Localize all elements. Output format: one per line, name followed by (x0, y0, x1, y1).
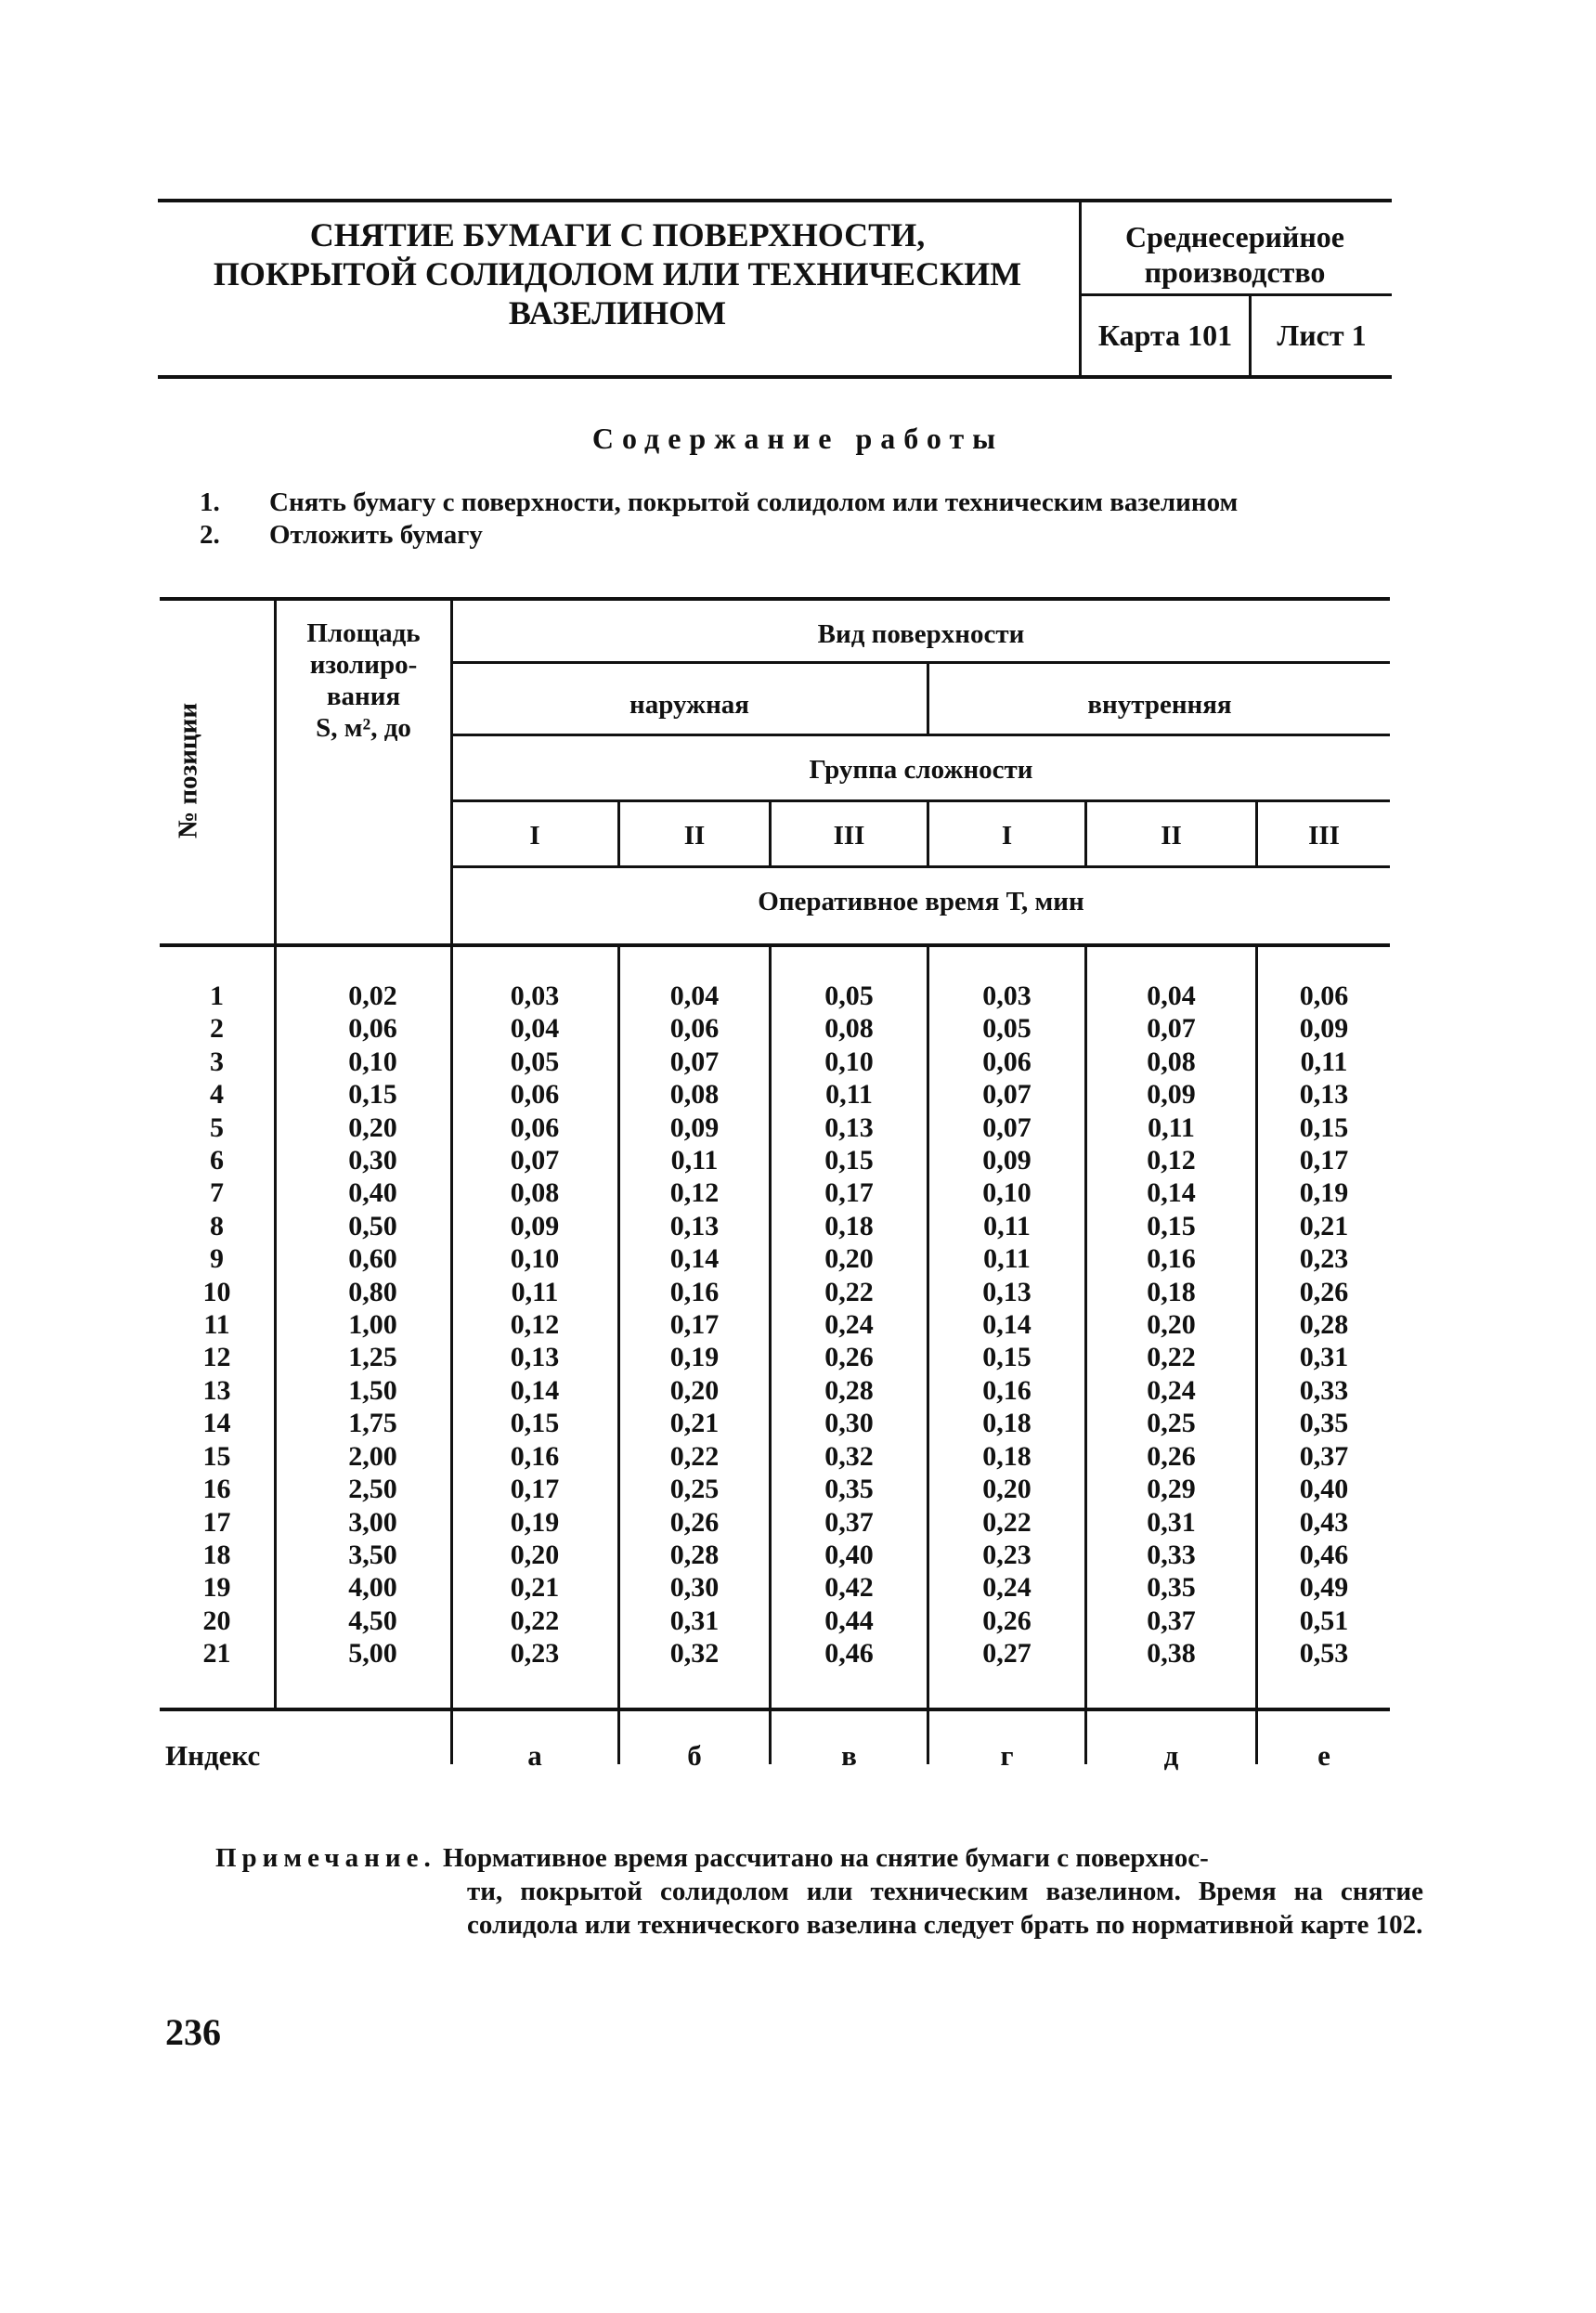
index-letter: д (1163, 1739, 1179, 1772)
area-cell: 1,75 (348, 1408, 397, 1439)
time-cell: 0,12 (669, 1177, 720, 1209)
time-cell: 0,46 (1299, 1539, 1349, 1570)
position-cell: 17 (202, 1506, 231, 1538)
time-cell: 0,13 (669, 1210, 720, 1241)
time-cell: 0,22 (669, 1440, 720, 1472)
position-column (160, 980, 274, 1670)
time-cell: 0,38 (1147, 1638, 1196, 1670)
document-title (158, 215, 1077, 332)
time-cell: 0,09 (982, 1145, 1032, 1176)
time-cell: 0,12 (510, 1309, 560, 1341)
time-cell: 0,19 (669, 1342, 720, 1373)
time-cell: 0,35 (1147, 1572, 1196, 1604)
time-cell: 0,17 (824, 1177, 874, 1209)
area-cell: 0,80 (348, 1276, 397, 1307)
time-cell: 0,08 (824, 1013, 874, 1045)
note-label: Примечание. (215, 1843, 436, 1873)
time-cell: 0,06 (982, 1046, 1032, 1077)
time-cell: 0,18 (824, 1210, 874, 1241)
time-column-inner-3 (1258, 980, 1390, 1670)
time-cell: 0,26 (1299, 1276, 1349, 1307)
time-cell: 0,25 (669, 1474, 720, 1505)
group-label: II (683, 821, 706, 851)
area-cell: 3,00 (348, 1506, 397, 1538)
time-cell: 0,21 (1299, 1210, 1349, 1241)
time-cell: 0,15 (982, 1342, 1032, 1373)
time-cell: 0,30 (824, 1408, 874, 1439)
time-cell: 0,11 (983, 1210, 1031, 1241)
time-cell: 0,28 (824, 1374, 874, 1406)
time-cell: 0,07 (669, 1046, 720, 1077)
task-text: Снять бумагу с поверхности, покрытой солидолом или техническим вазелином (269, 487, 1239, 517)
time-cell: 0,37 (1147, 1605, 1196, 1636)
table-vline-pos (274, 599, 277, 1710)
time-cell: 0,28 (1299, 1309, 1349, 1341)
time-cell: 0,05 (982, 1013, 1032, 1045)
time-cell: 0,10 (982, 1177, 1032, 1209)
area-cell: 1,25 (348, 1342, 397, 1373)
table-bottom-rule (160, 1708, 1390, 1711)
time-cell: 0,06 (510, 1111, 560, 1143)
time-cell: 0,18 (1147, 1276, 1196, 1307)
time-cell: 0,09 (1299, 1013, 1349, 1045)
time-cell: 0,19 (1299, 1177, 1349, 1209)
time-cell: 0,51 (1299, 1605, 1349, 1636)
table-header-bottom-rule (160, 943, 1390, 947)
time-column-inner-2 (1087, 980, 1255, 1670)
position-cell: 18 (202, 1539, 231, 1570)
position-cell: 14 (202, 1408, 231, 1439)
time-cell: 0,22 (982, 1506, 1032, 1538)
time-cell: 0,06 (510, 1079, 560, 1111)
index-letter: е (1317, 1739, 1330, 1772)
position-cell: 2 (210, 1013, 224, 1045)
rule-complexity (452, 799, 1390, 802)
time-cell: 0,13 (982, 1276, 1032, 1307)
time-cell: 0,22 (510, 1605, 560, 1636)
title-line-2: ПОКРЫТОЙ СОЛИДОЛОМ ИЛИ ТЕХНИЧЕСКИМ ВАЗЕЛИНОМ (213, 255, 1022, 331)
time-cell: 0,32 (824, 1440, 874, 1472)
time-cell: 0,17 (1299, 1145, 1349, 1176)
time-cell: 0,11 (1300, 1046, 1348, 1077)
position-cell: 10 (202, 1276, 231, 1307)
time-cell: 0,23 (982, 1539, 1032, 1570)
rule-surface (452, 661, 1390, 664)
time-cell: 0,27 (982, 1638, 1032, 1670)
time-cell: 0,14 (669, 1243, 720, 1275)
time-cell: 0,03 (510, 981, 560, 1011)
time-cell: 0,16 (982, 1374, 1032, 1406)
header-top-rule (158, 199, 1392, 202)
area-cell: 0,50 (348, 1210, 397, 1241)
time-cell: 0,42 (824, 1572, 874, 1604)
time-cell: 0,14 (510, 1374, 560, 1406)
time-cell: 0,06 (669, 1013, 720, 1045)
area-cell: 5,00 (348, 1638, 397, 1670)
time-cell: 0,37 (1299, 1440, 1349, 1472)
time-cell: 0,23 (510, 1638, 560, 1670)
time-cell: 0,24 (1147, 1374, 1196, 1406)
area-column (295, 980, 450, 1670)
area-header-line: S, м², до (316, 713, 411, 743)
position-cell: 12 (202, 1342, 231, 1373)
time-cell: 0,33 (1147, 1539, 1196, 1570)
time-cell: 0,20 (510, 1539, 560, 1570)
time-cell: 0,18 (982, 1440, 1032, 1472)
complexity-header: Группа сложности (809, 755, 1033, 785)
time-cell: 0,05 (510, 1046, 560, 1077)
time-cell: 0,15 (1299, 1111, 1349, 1143)
time-cell: 0,11 (511, 1276, 559, 1307)
area-cell: 0,10 (348, 1046, 397, 1077)
time-cell: 0,21 (510, 1572, 560, 1604)
area-cell: 2,00 (348, 1440, 397, 1472)
time-cell: 0,53 (1299, 1638, 1349, 1670)
area-cell: 4,50 (348, 1605, 397, 1636)
position-cell: 13 (202, 1374, 231, 1406)
area-header-line: изолиро- (309, 650, 418, 680)
note (215, 1841, 1423, 1942)
group-label: II (1161, 821, 1182, 851)
area-header (277, 617, 450, 744)
index-letter: а (527, 1739, 542, 1772)
area-cell: 0,02 (348, 981, 397, 1011)
time-cell: 0,07 (982, 1079, 1032, 1111)
time-column-outer-2 (620, 980, 769, 1670)
time-cell: 0,31 (669, 1605, 720, 1636)
position-cell: 20 (202, 1605, 231, 1636)
time-cell: 0,16 (510, 1440, 560, 1472)
task-number: 2. (200, 520, 220, 550)
time-cell: 0,15 (824, 1145, 874, 1176)
title-line-1: СНЯТИЕ БУМАГИ С ПОВЕРХНОСТИ, (309, 216, 926, 253)
time-cell: 0,14 (982, 1309, 1032, 1341)
time-cell: 0,30 (669, 1572, 720, 1604)
time-cell: 0,08 (1147, 1046, 1196, 1077)
time-cell: 0,09 (1147, 1079, 1196, 1111)
time-cell: 0,04 (669, 981, 720, 1011)
area-header-line: Площадь (306, 618, 421, 648)
position-cell: 9 (210, 1243, 224, 1275)
production-line-2: производство (1144, 255, 1326, 289)
time-cell: 0,26 (1147, 1440, 1196, 1472)
position-cell: 6 (210, 1145, 224, 1176)
time-cell: 0,09 (669, 1111, 720, 1143)
time-column-outer-3 (772, 980, 927, 1670)
area-cell: 0,06 (348, 1013, 397, 1045)
position-header: № позиции (173, 702, 203, 839)
time-cell: 0,07 (982, 1111, 1032, 1143)
time-cell: 0,16 (1147, 1243, 1196, 1275)
task-item (200, 487, 1238, 518)
area-cell: 0,15 (348, 1079, 397, 1111)
time-cell: 0,20 (982, 1474, 1032, 1505)
index-label: Индекс (165, 1739, 261, 1772)
position-cell: 5 (210, 1111, 224, 1143)
time-cell: 0,40 (1299, 1474, 1349, 1505)
time-cell: 0,31 (1147, 1506, 1196, 1538)
time-cell: 0,26 (982, 1605, 1032, 1636)
time-cell: 0,16 (669, 1276, 720, 1307)
time-cell: 0,13 (1299, 1079, 1349, 1111)
table-top-rule (160, 597, 1390, 601)
task-text: Отложить бумагу (269, 520, 483, 550)
position-cell: 1 (210, 981, 224, 1011)
time-cell: 0,10 (824, 1046, 874, 1077)
time-cell: 0,04 (510, 1013, 560, 1045)
production-line-1: Среднесерийное (1124, 220, 1344, 253)
time-cell: 0,26 (824, 1342, 874, 1373)
page-number: 236 (165, 2011, 221, 2053)
outer-surface-header: наружная (629, 690, 749, 720)
time-cell: 0,05 (824, 981, 874, 1011)
index-letter: г (1000, 1739, 1014, 1772)
time-column-outer-1 (452, 980, 617, 1670)
time-cell: 0,07 (1147, 1013, 1196, 1045)
area-cell: 4,00 (348, 1572, 397, 1604)
production-type (1082, 219, 1388, 290)
area-header-line: вания (326, 682, 401, 711)
index-letter: б (687, 1739, 702, 1772)
time-cell: 0,17 (510, 1474, 560, 1505)
time-cell: 0,49 (1299, 1572, 1349, 1604)
time-cell: 0,20 (824, 1243, 874, 1275)
time-cell: 0,35 (1299, 1408, 1349, 1439)
time-cell: 0,03 (982, 981, 1032, 1011)
position-cell: 21 (202, 1638, 231, 1670)
index-letter: в (841, 1739, 857, 1772)
note-text-first: Нормативное время рассчитано на снятие бумаги с поверхнос- (442, 1843, 1209, 1873)
time-cell: 0,14 (1147, 1177, 1196, 1209)
area-cell: 2,50 (348, 1474, 397, 1505)
time-cell: 0,31 (1299, 1342, 1349, 1373)
position-cell: 11 (203, 1309, 230, 1341)
group-label: III (833, 821, 865, 851)
time-cell: 0,33 (1299, 1374, 1349, 1406)
time-cell: 0,25 (1147, 1408, 1196, 1439)
group-label: I (529, 821, 540, 851)
time-cell: 0,20 (1147, 1309, 1196, 1341)
time-cell: 0,12 (1147, 1145, 1196, 1176)
area-cell: 0,40 (348, 1177, 397, 1209)
time-cell: 0,10 (510, 1243, 560, 1275)
time-cell: 0,17 (669, 1309, 720, 1341)
time-cell: 0,40 (824, 1539, 874, 1570)
time-cell: 0,26 (669, 1506, 720, 1538)
time-cell: 0,09 (510, 1210, 560, 1241)
time-cell: 0,29 (1147, 1474, 1196, 1505)
section-title: Содержание работы (591, 422, 1005, 455)
time-cell: 0,07 (510, 1145, 560, 1176)
rule-groups (452, 865, 1390, 868)
time-cell: 0,20 (669, 1374, 720, 1406)
time-cell: 0,43 (1299, 1506, 1349, 1538)
area-cell: 0,60 (348, 1243, 397, 1275)
card-number: Карта 101 (1097, 318, 1233, 352)
position-cell: 8 (210, 1210, 224, 1241)
time-cell: 0,23 (1299, 1243, 1349, 1275)
time-cell: 0,11 (1148, 1111, 1195, 1143)
position-cell: 19 (202, 1572, 231, 1604)
time-cell: 0,22 (1147, 1342, 1196, 1373)
time-cell: 0,24 (982, 1572, 1032, 1604)
time-cell: 0,28 (669, 1539, 720, 1570)
time-cell: 0,35 (824, 1474, 874, 1505)
time-cell: 0,24 (824, 1309, 874, 1341)
rule-outer-inner (452, 734, 1390, 736)
surface-header: Вид поверхности (817, 619, 1025, 649)
header-bottom-rule (158, 375, 1392, 379)
header-inner-rule (1079, 293, 1392, 296)
area-cell: 1,50 (348, 1374, 397, 1406)
task-item (200, 520, 483, 551)
time-cell: 0,15 (1147, 1210, 1196, 1241)
time-cell: 0,15 (510, 1408, 560, 1439)
position-cell: 7 (210, 1177, 224, 1209)
time-column-inner-1 (929, 980, 1084, 1670)
inner-surface-header: внутренняя (1087, 690, 1232, 720)
time-cell: 0,18 (982, 1408, 1032, 1439)
group-label: I (1001, 821, 1013, 851)
area-cell: 0,30 (348, 1145, 397, 1176)
time-cell: 0,04 (1147, 981, 1196, 1011)
sheet-number: Лист 1 (1277, 318, 1367, 352)
area-cell: 3,50 (348, 1539, 397, 1570)
time-cell: 0,32 (669, 1638, 720, 1670)
task-number: 1. (200, 487, 220, 517)
position-cell: 3 (210, 1046, 224, 1077)
area-cell: 1,00 (348, 1309, 397, 1341)
time-cell: 0,21 (669, 1408, 720, 1439)
time-cell: 0,44 (824, 1605, 874, 1636)
time-cell: 0,06 (1299, 981, 1349, 1011)
note-text-rest: ти, покрытой солидолом или техническим вазелином. Время на снятие солидола или технического вазелина следует брать по нормативной карте 102. (467, 1877, 1423, 1940)
position-cell: 4 (210, 1079, 224, 1111)
time-header: Оперативное время Т, мин (758, 887, 1084, 916)
time-cell: 0,46 (824, 1638, 874, 1670)
time-cell: 0,13 (510, 1342, 560, 1373)
time-cell: 0,19 (510, 1506, 560, 1538)
time-cell: 0,37 (824, 1506, 874, 1538)
area-cell: 0,20 (348, 1111, 397, 1143)
time-cell: 0,11 (670, 1145, 719, 1176)
time-cell: 0,08 (669, 1079, 720, 1111)
time-cell: 0,13 (824, 1111, 874, 1143)
position-cell: 16 (202, 1474, 231, 1505)
group-label: III (1308, 821, 1340, 851)
time-cell: 0,08 (510, 1177, 560, 1209)
position-cell: 15 (202, 1440, 231, 1472)
time-cell: 0,22 (824, 1276, 874, 1307)
time-cell: 0,11 (825, 1079, 873, 1111)
time-cell: 0,11 (983, 1243, 1031, 1275)
